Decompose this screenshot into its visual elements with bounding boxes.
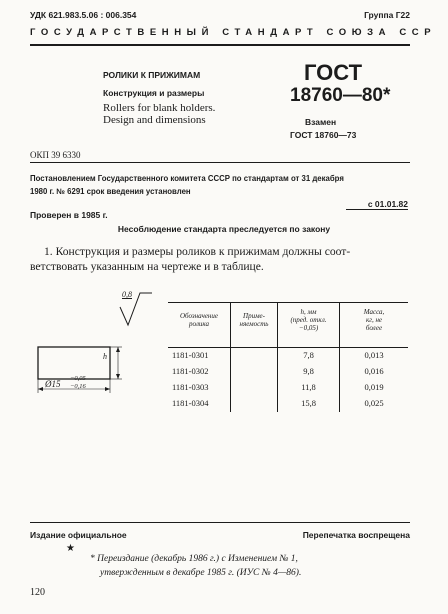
decree-line2: 1980 г. № 6291 срок введения установлен [30,187,191,196]
footer-rule [30,522,410,523]
cell-h: 11,8 [301,382,316,392]
title-ru: РОЛИКИ К ПРИЖИМАМ [103,70,201,80]
cell-h: 9,8 [303,366,314,376]
dim-diameter-label: Ø15 [45,379,61,389]
table-row [168,364,408,380]
title-en-line2: Design and dimensions [103,114,206,126]
tol-lower: −0,16 [70,383,86,390]
roughness-value: 0,8 [122,290,132,299]
replaces-value: ГОСТ 18760—73 [290,130,357,140]
table-top-rule [168,302,408,303]
decree-line1: Постановлением Государственного комитета СССР по стандартам от 31 декабря [30,174,344,183]
col-header-note: Приме- няемость [239,312,269,328]
col-header-h: h, мм (пред. откл. −0,05) [290,308,327,332]
state-standard-banner: ГОСУДАРСТВЕННЫЙ СТАНДАРТ СОЮЗА ССР [30,27,437,38]
title-en [103,102,215,126]
dim-h-label: h [103,352,107,361]
table-row [168,396,408,412]
okp-rule [30,162,410,163]
gost-label: ГОСТ [304,60,363,85]
replaces-label: Взамен [305,117,337,127]
col-header-mass: Масса, кг, не более [363,308,385,332]
reissue-note [90,552,301,580]
clause-1 [30,244,415,274]
group-code: Группа Г22 [364,10,410,20]
cell-mass: 0,025 [364,398,384,408]
checked-year: Проверен в 1985 г. [30,210,108,220]
cell-mass: 0,013 [364,350,384,360]
udk-code: УДК 621.983.5.06 : 006.354 [30,10,137,20]
clause-1-line1: 1. Конструкция и размеры роликов к прижимам должны соот- [44,245,351,258]
cell-designation: 1181-0304 [172,398,209,408]
table-row [168,348,408,364]
dim-tolerance [70,375,86,391]
title-en-line1: Rollers for blank holders. [103,102,216,114]
decree-text [30,172,420,198]
cell-designation: 1181-0303 [172,382,209,392]
table-row [168,380,408,396]
tol-upper: −0,05 [70,375,86,382]
cell-h: 7,8 [303,350,314,360]
okp-code: ОКП 39 6330 [30,150,81,160]
reissue-note-line1: * Переиздание (декабрь 1986 г.) с Изменением № 1, [90,554,298,564]
cell-designation: 1181-0302 [172,366,209,376]
cell-mass: 0,019 [364,382,384,392]
cell-h: 15,8 [301,398,316,408]
cell-designation: 1181-0301 [172,350,209,360]
header-rule [30,44,410,46]
date-underline [346,209,408,210]
col-header-designation: Обозначение ролика [179,312,219,328]
reissue-note-line2: утвержденным в декабре 1985 г. (ИУС № 4—86). [100,568,302,578]
star-mark: ★ [66,543,75,554]
page-number: 120 [30,587,45,598]
prosecution-notice: Несоблюдение стандарта преследуется по закону [117,224,331,234]
reprint-notice: Перепечатка воспрещена [302,530,410,540]
roller-drawing [28,285,163,420]
subtitle-ru: Конструкция и размеры [103,88,205,98]
decree-date: с 01.01.82 [367,199,408,209]
cell-mass: 0,016 [364,366,384,376]
gost-number: 18760—80* [290,85,391,106]
official-edition: Издание официальное [30,530,127,540]
clause-1-line2: ветствовать указанным на чертеже и в таблице. [30,260,264,273]
